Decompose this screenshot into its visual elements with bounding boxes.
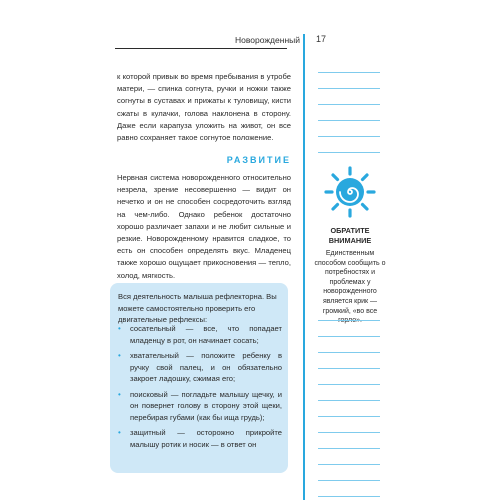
note-line	[318, 136, 380, 137]
list-item	[118, 350, 282, 385]
list-item	[118, 427, 282, 450]
note-line	[318, 72, 380, 73]
note-line	[318, 88, 380, 89]
note-line	[318, 496, 380, 497]
reflex-list	[118, 323, 282, 454]
note-line	[318, 352, 380, 353]
page-header	[0, 34, 500, 54]
section-heading: РАЗВИТИЕ	[226, 155, 291, 165]
header-rule	[115, 48, 287, 49]
bullet-icon: •	[118, 428, 121, 437]
note-line	[318, 464, 380, 465]
reflex-intro: Вся деятельность малыша рефлекторна. Вы можете самостоятельно проверить его двигательные рефлексы:	[118, 292, 277, 324]
list-item	[118, 323, 282, 346]
page-number: 17	[316, 34, 327, 44]
bullet-icon: •	[118, 351, 121, 360]
reflex-text: защитный — осторожно прикройте малышу ротик и носик — в ответ он	[130, 428, 282, 449]
note-line	[318, 416, 380, 417]
sun-spiral-icon	[323, 165, 377, 219]
reflex-box	[110, 283, 288, 473]
note-line	[318, 104, 380, 105]
note-line	[318, 320, 380, 321]
note-line	[318, 368, 380, 369]
reflex-text: сосательный — все, что попадает младенцу в рот, он начинает сосать;	[130, 324, 282, 345]
body-paragraph-1: к которой привык во время пребывания в утробе матери, — спинка согнута, ручки и ножки также согнуты в суставах и прижаты к туловищу, кисти сжаты в кулачки, голова наклонена в сторону. Даже если карапуза уложить на живот, он все равно сохраняет такое согнутое положение.	[117, 72, 291, 143]
list-item	[118, 389, 282, 424]
attention-text: Единственным способом сообщить о потребностях и проблемах у новорожденного является крик — громкий, «во все	[314, 250, 386, 315]
note-line	[318, 448, 380, 449]
note-line	[318, 400, 380, 401]
reflex-text: поисковый — погладьте малышу щечку, и он повернет голову в сторону этой щеки, перебирая губами (как бы ища грудь);	[130, 389, 282, 422]
running-title: Новорожденный	[235, 35, 300, 45]
body-paragraph-2: Нервная система новорожденного относительно незрела, зрение несовершенно — видит он нечетко и он не способен сосредоточить взгляд на чем-либо. Однако ребенок достаточно хорошо различает запахи и не любит сильные и резкие. Новорожденному нравится сладкое, то есть он способен определять вкус. Младенец также хорошо ощущает прикосновения — тепло, холод, мягкость.	[117, 173, 291, 280]
note-line	[318, 432, 380, 433]
sidebar-border	[303, 34, 305, 500]
note-line	[318, 152, 380, 153]
bullet-icon: •	[118, 324, 121, 333]
note-line	[318, 120, 380, 121]
attention-title: ОБРАТИТЕ ВНИМАНИЕ	[328, 226, 372, 245]
note-line	[318, 336, 380, 337]
bullet-icon: •	[118, 389, 121, 399]
note-line	[318, 384, 380, 385]
reflex-text: хватательный — положите ребенку в ручку свой палец, и он обязательно закроет ладошку, сжимая его;	[130, 351, 282, 383]
note-line	[318, 480, 380, 481]
